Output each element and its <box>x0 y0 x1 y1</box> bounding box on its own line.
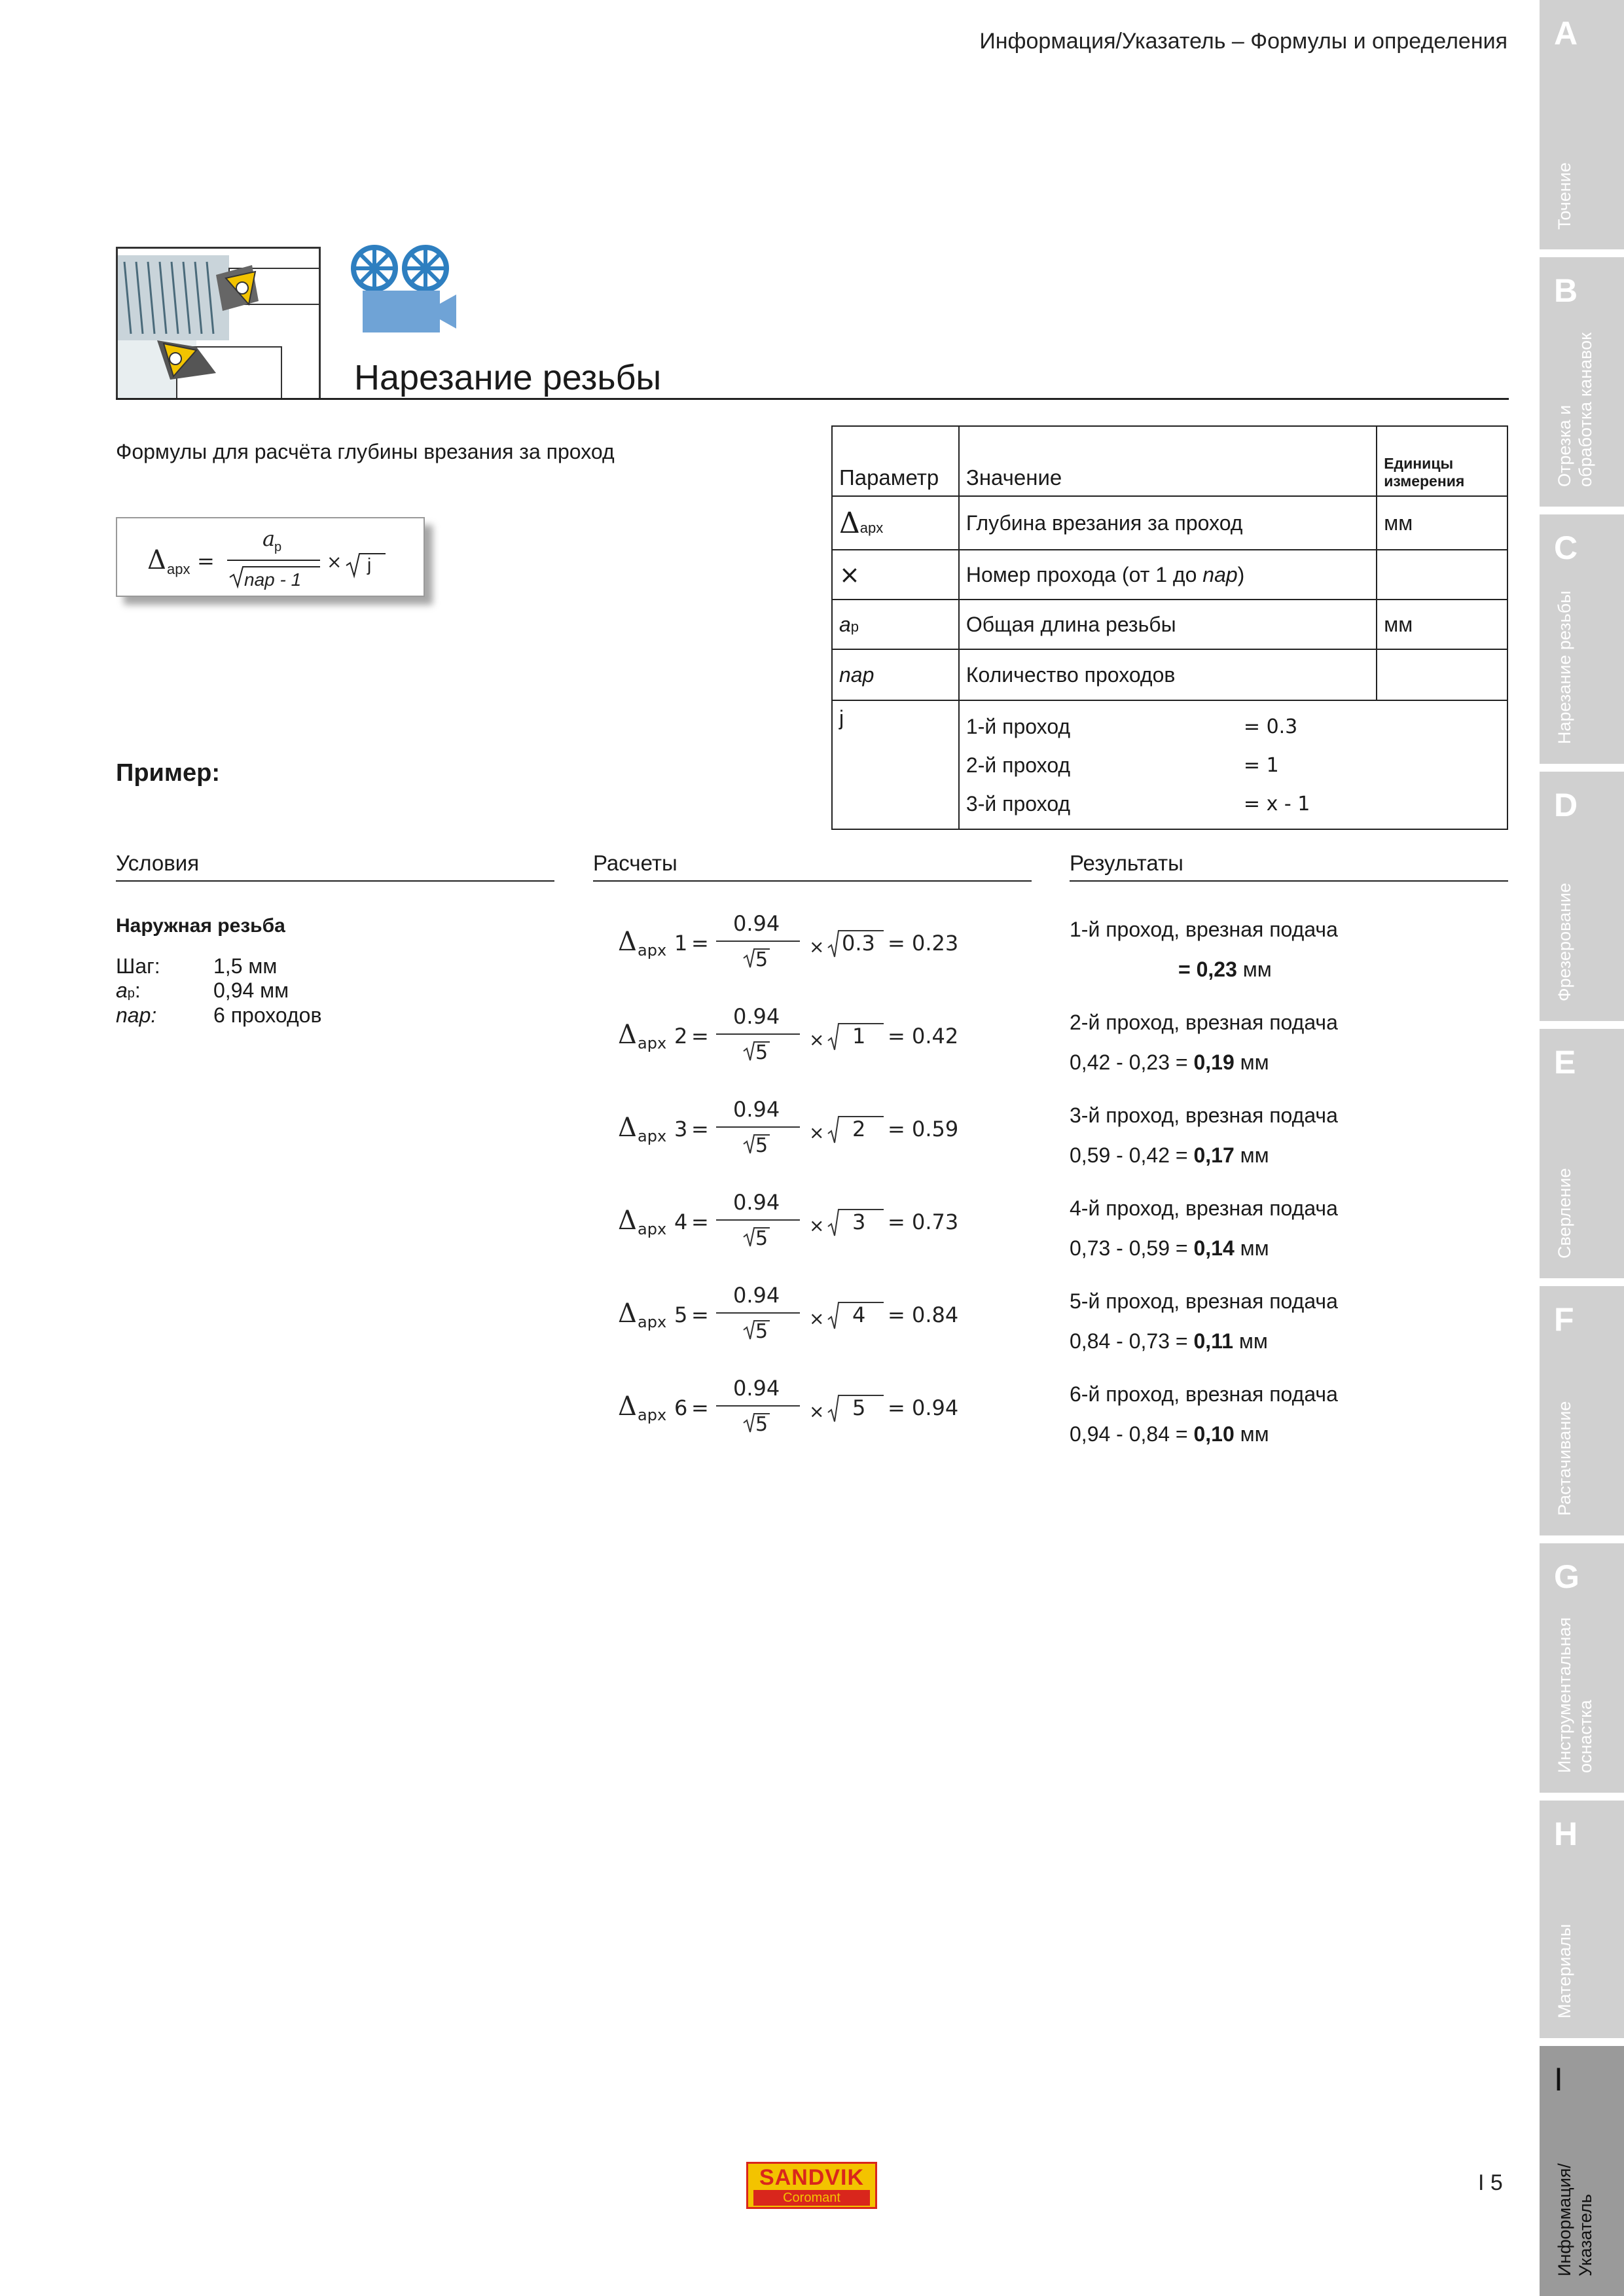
calc-denominator: 5 <box>755 948 768 971</box>
side-tab-b[interactable] <box>1540 257 1624 507</box>
symbol-cell: j <box>832 700 959 829</box>
calc-times: × <box>809 1122 825 1143</box>
tab-letter: I <box>1554 2061 1563 2098</box>
condition-label: ap: <box>116 978 141 1002</box>
formula-delta-sub: apx <box>167 561 190 577</box>
formula-delta: Δ <box>147 545 166 575</box>
section-calculations: Расчеты <box>593 851 677 875</box>
result-title: 2-й проход, врезная подача <box>1070 1011 1338 1034</box>
calc-numerator: 0.94 <box>733 1190 780 1215</box>
calc-result: = 0.42 <box>888 1024 959 1049</box>
units-cell: мм <box>1377 496 1507 550</box>
symbol-cell: nap <box>832 649 959 700</box>
calc-denominator: 5 <box>755 1320 768 1343</box>
sandvik-logo <box>746 2162 877 2209</box>
condition-value: 6 проходов <box>213 1003 322 1027</box>
section-conditions: Условия <box>116 851 200 875</box>
calc-delta: Δ <box>618 927 637 957</box>
value-cell: Глубина врезания за проход <box>959 496 1377 550</box>
side-tab-g[interactable] <box>1540 1543 1624 1793</box>
table-row-j <box>832 700 1507 829</box>
list-item: 1-й проход = 0.3 <box>965 715 1298 738</box>
calc-delta-sub: apx <box>638 1127 667 1145</box>
calc-delta: Δ <box>618 1299 637 1329</box>
side-tab-a[interactable] <box>1540 0 1624 249</box>
calc-delta-sub: apx <box>638 1034 667 1052</box>
calc-delta: Δ <box>618 1020 637 1050</box>
calc-pass-number: 4 <box>674 1210 688 1234</box>
tab-letter: G <box>1554 1558 1579 1595</box>
result-value-line: 0,73 - 0,59 = 0,14 мм <box>1070 1236 1269 1260</box>
side-tab-c[interactable] <box>1540 514 1624 764</box>
calc-times: × <box>809 1401 825 1422</box>
j-values-cell <box>959 700 1507 829</box>
calc-numerator: 0.94 <box>733 1376 780 1401</box>
threading-tool-image <box>116 247 321 400</box>
tab-label: Фрезерование <box>1555 882 1574 1001</box>
calc-numerator: 0.94 <box>733 911 780 936</box>
condition-value: 1,5 мм <box>213 954 278 978</box>
calc-numerator: 0.94 <box>733 1283 780 1308</box>
side-index-tabs <box>1540 0 1624 2296</box>
page-number: I 5 <box>1478 2170 1503 2195</box>
section-rule <box>1070 880 1508 882</box>
table-row <box>832 496 1507 550</box>
tab-label: Информация/ Указатель <box>1555 2163 1595 2276</box>
side-tab-f[interactable] <box>1540 1286 1624 1535</box>
result-value-line: = 0,23 мм <box>1178 958 1272 981</box>
condition-value: 0,94 мм <box>213 978 289 1002</box>
calc-pass-number: 5 <box>674 1302 688 1327</box>
table-row <box>832 600 1507 649</box>
video-camera-icon[interactable] <box>348 243 460 335</box>
section-rule <box>593 880 1032 882</box>
calc-denominator: 5 <box>755 1227 768 1250</box>
header-param: Параметр <box>832 426 959 496</box>
calc-root-value: 0.3 <box>842 931 875 956</box>
condition-label: Шаг: <box>116 954 160 978</box>
calc-pass-number: 3 <box>674 1117 688 1141</box>
tab-letter: D <box>1554 787 1578 823</box>
calc-equals: = <box>691 1024 709 1049</box>
calc-result: = 0.59 <box>888 1117 959 1141</box>
result-value-line: 0,59 - 0,42 = 0,17 мм <box>1070 1143 1269 1167</box>
tab-letter: C <box>1554 529 1578 566</box>
tab-label: Нарезание резьбы <box>1555 590 1574 744</box>
units-cell: мм <box>1377 600 1507 649</box>
parameters-table <box>831 425 1508 830</box>
result-title: 1-й проход, врезная подача <box>1070 918 1338 941</box>
header-units: Единицы измерения <box>1377 426 1507 496</box>
calculations-formulas <box>609 903 988 1460</box>
tab-letter: A <box>1554 15 1578 52</box>
calc-root-value: 2 <box>852 1117 866 1141</box>
table-header-row <box>832 426 1507 496</box>
calc-numerator: 0.94 <box>733 1097 780 1122</box>
calc-denominator: 5 <box>755 1413 768 1436</box>
table-row <box>832 649 1507 700</box>
calc-delta-sub: apx <box>638 1406 667 1424</box>
formula-subtitle: Формулы для расчёта глубины врезания за проход <box>116 440 615 463</box>
tab-label: Материалы <box>1555 1924 1574 2018</box>
result-value-line: 0,42 - 0,23 = 0,19 мм <box>1070 1050 1269 1074</box>
calc-denominator: 5 <box>755 1134 768 1157</box>
section-results: Результаты <box>1070 851 1183 875</box>
formula-numerator-sub: p <box>274 540 282 554</box>
logo-subtext: Coromant <box>753 2190 870 2206</box>
calc-equals: = <box>691 1302 709 1327</box>
formula-numerator: a <box>262 526 276 551</box>
tab-letter: H <box>1554 1816 1578 1852</box>
calc-root-value: 4 <box>852 1302 866 1327</box>
calc-result: = 0.73 <box>888 1210 959 1234</box>
calc-times: × <box>809 1308 825 1329</box>
side-tab-e[interactable] <box>1540 1029 1624 1278</box>
calc-result: = 0.84 <box>888 1302 959 1327</box>
result-value-line: 0,94 - 0,84 = 0,10 мм <box>1070 1422 1269 1446</box>
tab-label: Инструментальная оснастка <box>1555 1617 1595 1773</box>
formula-root-arg: j <box>367 554 372 575</box>
symbol-cell: × <box>832 550 959 600</box>
symbol-cell: Δapx <box>832 496 959 550</box>
calc-delta-sub: apx <box>638 1220 667 1238</box>
calc-equals: = <box>691 1395 709 1420</box>
formula-denominator: nap - 1 <box>244 569 302 590</box>
units-cell <box>1377 550 1507 600</box>
calc-root-value: 1 <box>852 1024 866 1049</box>
calc-pass-number: 1 <box>674 931 688 956</box>
calc-times: × <box>809 1215 825 1236</box>
calc-equals: = <box>691 1210 709 1234</box>
value-cell: Количество проходов <box>959 649 1377 700</box>
section-rule <box>116 880 554 882</box>
tab-letter: F <box>1554 1301 1574 1338</box>
side-tab-h[interactable] <box>1540 1801 1624 2038</box>
table-row <box>832 550 1507 600</box>
result-title: 3-й проход, врезная подача <box>1070 1103 1338 1127</box>
tab-letter: B <box>1554 272 1578 309</box>
result-title: 4-й проход, врезная подача <box>1070 1196 1338 1220</box>
calc-pass-number: 6 <box>674 1395 688 1420</box>
units-cell <box>1377 649 1507 700</box>
side-tab-d[interactable] <box>1540 772 1624 1021</box>
side-tab-i[interactable] <box>1540 2046 1624 2296</box>
conditions-title: Наружная резьба <box>116 915 285 937</box>
formula-times: × <box>327 551 342 573</box>
formula-box <box>116 517 425 597</box>
example-label: Пример: <box>116 759 220 787</box>
calc-delta-sub: apx <box>638 941 667 960</box>
calc-delta: Δ <box>618 1391 637 1422</box>
result-value-line: 0,84 - 0,73 = 0,11 мм <box>1070 1329 1268 1353</box>
calc-times: × <box>809 936 825 958</box>
tab-label: Отрезка и обработка канавок <box>1555 332 1595 487</box>
calc-delta: Δ <box>618 1113 637 1143</box>
calc-numerator: 0.94 <box>733 1004 780 1029</box>
calc-equals: = <box>691 931 709 956</box>
calc-result: = 0.23 <box>888 931 959 956</box>
tab-label: Точение <box>1555 162 1574 230</box>
result-title: 6-й проход, врезная подача <box>1070 1382 1338 1406</box>
value-cell: Номер прохода (от 1 до nap) <box>959 550 1377 600</box>
calc-root-value: 5 <box>852 1395 866 1420</box>
header-title: Информация/Указатель – Формулы и определения <box>979 29 1507 54</box>
calc-delta-sub: apx <box>638 1313 667 1331</box>
value-cell: Общая длина резьбы <box>959 600 1377 649</box>
calc-root-value: 3 <box>852 1210 866 1234</box>
symbol-cell: ap <box>832 600 959 649</box>
calc-times: × <box>809 1029 825 1050</box>
title-rule <box>116 398 1509 400</box>
tab-label: Сверление <box>1555 1168 1574 1259</box>
calc-denominator: 5 <box>755 1041 768 1064</box>
calc-equals: = <box>691 1117 709 1141</box>
calc-delta: Δ <box>618 1206 637 1236</box>
condition-label: nap: <box>116 1003 157 1027</box>
calc-result: = 0.94 <box>888 1395 959 1420</box>
list-item: 3-й проход = x - 1 <box>965 792 1310 816</box>
logo-text: SANDVIK <box>759 2165 865 2190</box>
svg-text:=: = <box>197 548 215 573</box>
result-title: 5-й проход, врезная подача <box>1070 1289 1338 1313</box>
page-title: Нарезание резьбы <box>354 358 662 397</box>
header-value: Значение <box>959 426 1377 496</box>
list-item: 2-й проход = 1 <box>965 753 1279 777</box>
calc-pass-number: 2 <box>674 1024 688 1049</box>
tab-letter: E <box>1554 1044 1576 1081</box>
tab-label: Растачивание <box>1555 1401 1574 1516</box>
